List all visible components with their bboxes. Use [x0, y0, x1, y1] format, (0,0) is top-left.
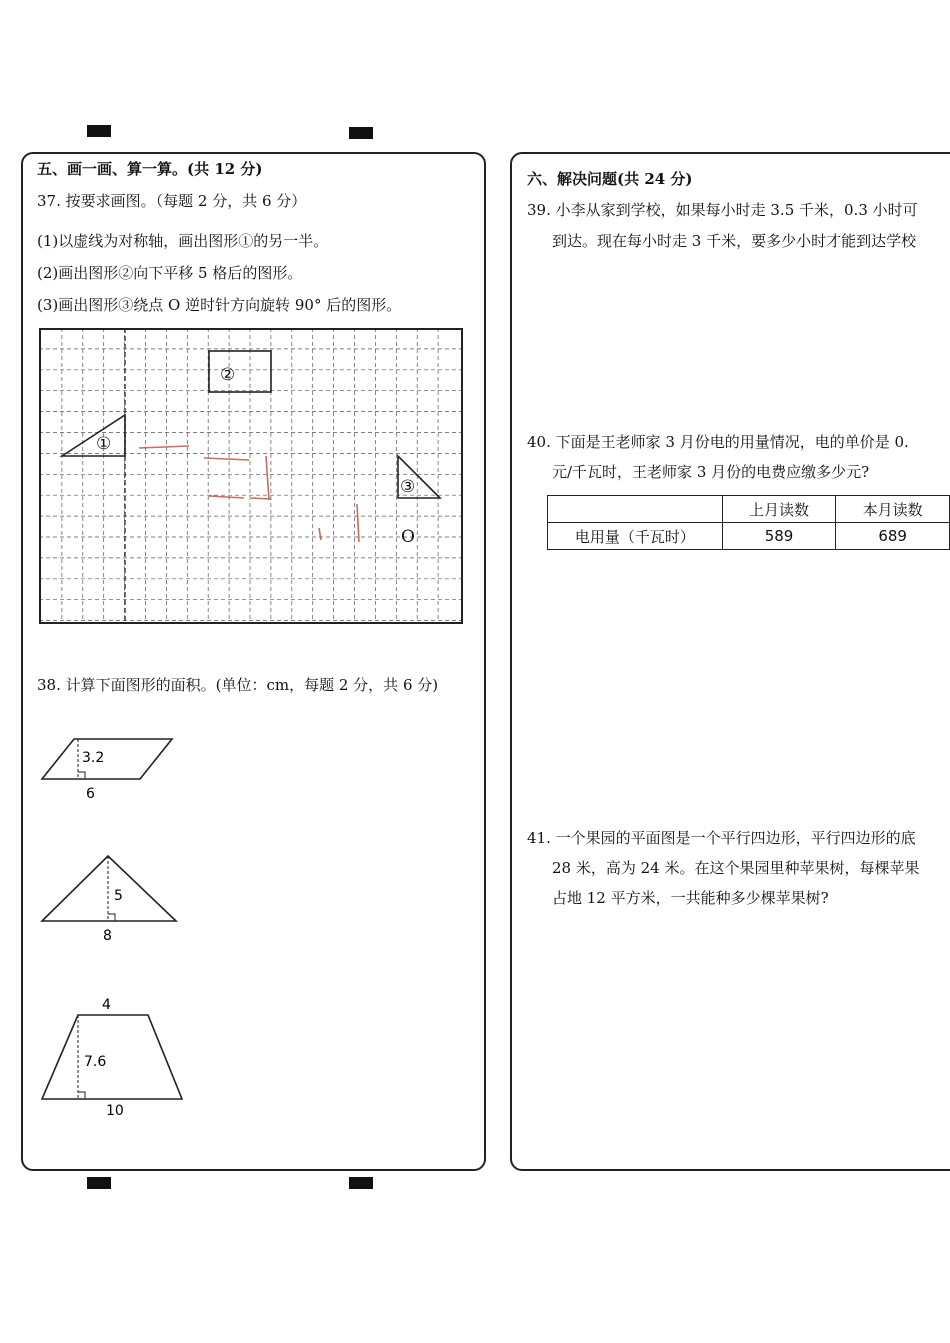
q38-title: 38. 计算下面图形的面积。(单位：cm，每题 2 分，共 6 分) [37, 676, 439, 694]
q37-title: 37. 按要求画图。（每题 2 分，共 6 分） [37, 192, 307, 210]
registration-mark-bottom-left [87, 1177, 111, 1189]
trapezoid [42, 1015, 182, 1099]
registration-mark-top-right [349, 127, 373, 139]
parallelogram-figure [38, 735, 178, 803]
shape-1-triangle [62, 415, 125, 456]
triangle-height-label: 5 [114, 888, 123, 904]
section5-title: 五、画一画、算一算。(共 12 分) [37, 160, 263, 178]
triangle-base-label: 8 [103, 928, 112, 944]
shape-1-label: ① [96, 434, 112, 454]
q39-line-1: 39. 小李从家到学校，如果每小时走 3.5 千米，0.3 小时可 [527, 201, 918, 219]
trapezoid-figure [38, 995, 188, 1120]
triangle [42, 856, 176, 921]
shape-3-label: ③ [400, 477, 416, 497]
q40-line-1: 40. 下面是王老师家 3 月份电的用量情况，电的单价是 0. [527, 433, 909, 451]
parallelogram [42, 739, 172, 779]
section6-title: 六、解决问题(共 24 分) [527, 170, 693, 188]
table-row [548, 523, 950, 550]
red-pencil-marks [139, 446, 359, 542]
triangle-figure [38, 852, 183, 944]
table-header-this-month: 本月读数 [836, 496, 950, 523]
table-header-last-month: 上月读数 [722, 496, 836, 523]
q37-item-1: (1)以虚线为对称轴，画出图形①的另一半。 [37, 232, 329, 250]
q41-line-1: 41. 一个果园的平面图是一个平行四边形，平行四边形的底 [527, 829, 916, 847]
table-row-label: 电用量（千瓦时） [548, 523, 723, 550]
table-header-row [548, 496, 950, 523]
trapezoid-bottom-label: 10 [106, 1103, 124, 1119]
table-value-this-month: 689 [836, 523, 950, 550]
grid-lines [39, 328, 463, 624]
registration-mark-top-left [87, 125, 111, 137]
point-o-label: O [401, 527, 415, 547]
q37-item-3: (3)画出图形③绕点 O 逆时针方向旋转 90° 后的图形。 [37, 296, 402, 314]
q41-line-3: 占地 12 平方米，一共能种多少棵苹果树? [552, 889, 829, 907]
right-panel [510, 152, 950, 1171]
right-angle-mark [78, 1092, 85, 1099]
parallelogram-base-label: 6 [86, 786, 95, 802]
parallelogram-height-label: 3.2 [82, 750, 105, 766]
shape-2-label: ② [220, 365, 236, 385]
electricity-table [547, 495, 950, 550]
trapezoid-top-label: 4 [102, 997, 111, 1013]
trapezoid-height-label: 7.6 [84, 1054, 107, 1070]
q37-item-2: (2)画出图形②向下平移 5 格后的图形。 [37, 264, 303, 282]
registration-mark-bottom-right [349, 1177, 373, 1189]
q40-line-2: 元/千瓦时，王老师家 3 月份的电费应缴多少元? [552, 463, 870, 481]
q39-line-2: 到达。现在每小时走 3 千米，要多少小时才能到达学校 [552, 232, 917, 250]
q41-line-2: 28 米，高为 24 米。在这个果园里种苹果树，每棵苹果 [552, 859, 920, 877]
table-header-empty [548, 496, 723, 523]
drawing-grid[interactable] [39, 328, 463, 624]
right-angle-mark [78, 772, 85, 779]
shape-2-rectangle [209, 351, 271, 392]
right-angle-mark [108, 914, 115, 921]
table-value-last-month: 589 [722, 523, 836, 550]
